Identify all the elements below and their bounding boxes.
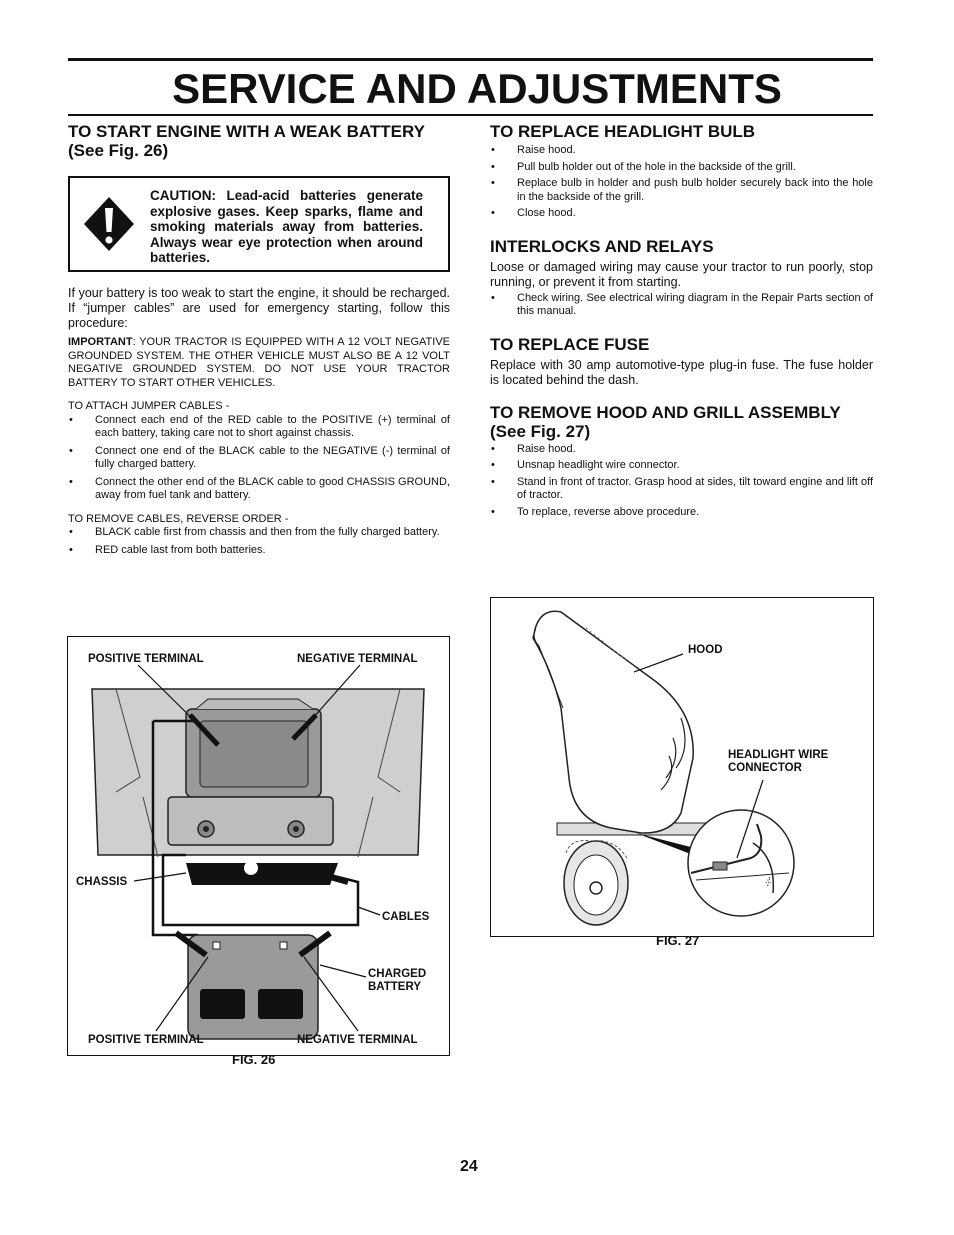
label-hood: HOOD (688, 644, 723, 656)
hood-list (490, 443, 873, 520)
list-item: • Unsnap headlight wire connector. (490, 459, 873, 473)
header-rule-top (68, 58, 873, 61)
figure-26 (67, 636, 450, 1056)
label-negative-terminal-bottom: NEGATIVE TERMINAL (297, 1034, 418, 1046)
page-title: SERVICE AND ADJUSTMENTS (172, 65, 782, 112)
list-item: • RED cable last from both batteries. (68, 544, 450, 558)
important-label: IMPORTANT (68, 336, 133, 348)
list-item: • Connect the other end of the BLACK cable to good CHASSIS GROUND, away from fuel tank and battery. (68, 476, 450, 503)
list-item: • BLACK cable first from chassis and then from the fully charged battery. (68, 526, 450, 540)
label-chassis: CHASSIS (76, 876, 128, 888)
list-item: • To replace, reverse above procedure. (490, 506, 873, 520)
hood-heading-line2: (See Fig. 27) (490, 421, 591, 441)
remove-cables-list (68, 526, 450, 557)
interlocks-list (490, 292, 873, 319)
weak-battery-heading-line1: TO START ENGINE WITH A WEAK BATTERY (68, 122, 425, 141)
important-text: : YOUR TRACTOR IS EQUIPPED WITH A 12 VOLT NEGATIVE GROUNDED SYSTEM. THE OTHER VEHICLE MUST ALSO BE A 12 VOLT NEGATIVE GROUNDED SYSTEM. DO NOT USE YOUR TRACTOR BATTERY TO START OTHER VEHICLES. (68, 336, 450, 389)
caution-box (68, 176, 450, 272)
page-number: 24 (460, 1158, 478, 1175)
left-column (68, 122, 450, 557)
attach-cables-title: TO ATTACH JUMPER CABLES - (68, 400, 230, 412)
label-positive-terminal-bottom: POSITIVE TERMINAL (88, 1034, 204, 1046)
list-item: • Check wiring. See electrical wiring diagram in the Repair Parts section of this manual. (490, 292, 873, 319)
list-item: • Pull bulb holder out of the hole in the backside of the grill. (490, 161, 873, 175)
weak-battery-heading (68, 122, 450, 160)
caution-text: CAUTION: Lead-acid batteries generate explosive gases. Keep sparks, flame and smoking materials away from batteries. Always wear eye protection when around batteries. (150, 188, 423, 265)
figure-27-caption: FIG. 27 (656, 933, 700, 948)
interlocks-heading: INTERLOCKS AND RELAYS (490, 236, 714, 256)
list-item: • Connect each end of the RED cable to the POSITIVE (+) terminal of each battery, taking care not to short against chassis. (68, 414, 450, 441)
label-wire-line1: HEADLIGHT WIRE (728, 749, 829, 761)
right-column (490, 122, 873, 519)
list-item: • Replace bulb in holder and push bulb holder securely back into the hole in the backside of the grill. (490, 177, 873, 204)
weak-battery-intro: If your battery is too weak to start the engine, it should be recharged. If “jumper cables” are used for emergency starting, follow this procedure: (68, 286, 450, 330)
important-note (68, 336, 450, 390)
list-item: • Close hood. (490, 207, 873, 221)
headlight-list (490, 144, 873, 221)
label-positive-terminal-top: POSITIVE TERMINAL (88, 653, 204, 665)
list-item: • Connect one end of the BLACK cable to the NEGATIVE (-) terminal of fully charged battery. (68, 445, 450, 472)
figure-27 (490, 597, 874, 937)
fuse-text: Replace with 30 amp automotive-type plug-in fuse. The fuse holder is located behind the dash. (490, 357, 873, 387)
hood-heading (490, 403, 873, 441)
interlocks-text: Loose or damaged wiring may cause your tractor to run poorly, stop running, or prevent it from starting. (490, 259, 873, 289)
label-negative-terminal-top: NEGATIVE TERMINAL (297, 653, 418, 665)
list-item: • Raise hood. (490, 144, 873, 158)
label-charged-line2: BATTERY (368, 981, 422, 993)
attach-cables-list (68, 414, 450, 503)
weak-battery-heading-line2: (See Fig. 26) (68, 141, 169, 160)
list-item: • Raise hood. (490, 443, 873, 457)
headlight-heading: TO REPLACE HEADLIGHT BULB (490, 122, 756, 141)
label-wire-line2: CONNECTOR (728, 762, 802, 774)
label-charged-battery (368, 968, 426, 994)
warning-icon (82, 196, 136, 252)
label-charged-line1: CHARGED (368, 968, 427, 980)
list-item: • Stand in front of tractor. Grasp hood at sides, tilt toward engine and lift off of tractor. (490, 476, 873, 503)
header-rule-bottom (68, 114, 873, 116)
remove-cables-title: TO REMOVE CABLES, REVERSE ORDER - (68, 512, 289, 525)
fuse-heading: TO REPLACE FUSE (490, 334, 650, 354)
hood-heading-line1: TO REMOVE HOOD AND GRILL ASSEMBLY (490, 402, 841, 422)
label-headlight-wire-connector (728, 749, 828, 775)
figure-26-caption: FIG. 26 (232, 1052, 276, 1067)
label-cables: CABLES (382, 911, 430, 923)
